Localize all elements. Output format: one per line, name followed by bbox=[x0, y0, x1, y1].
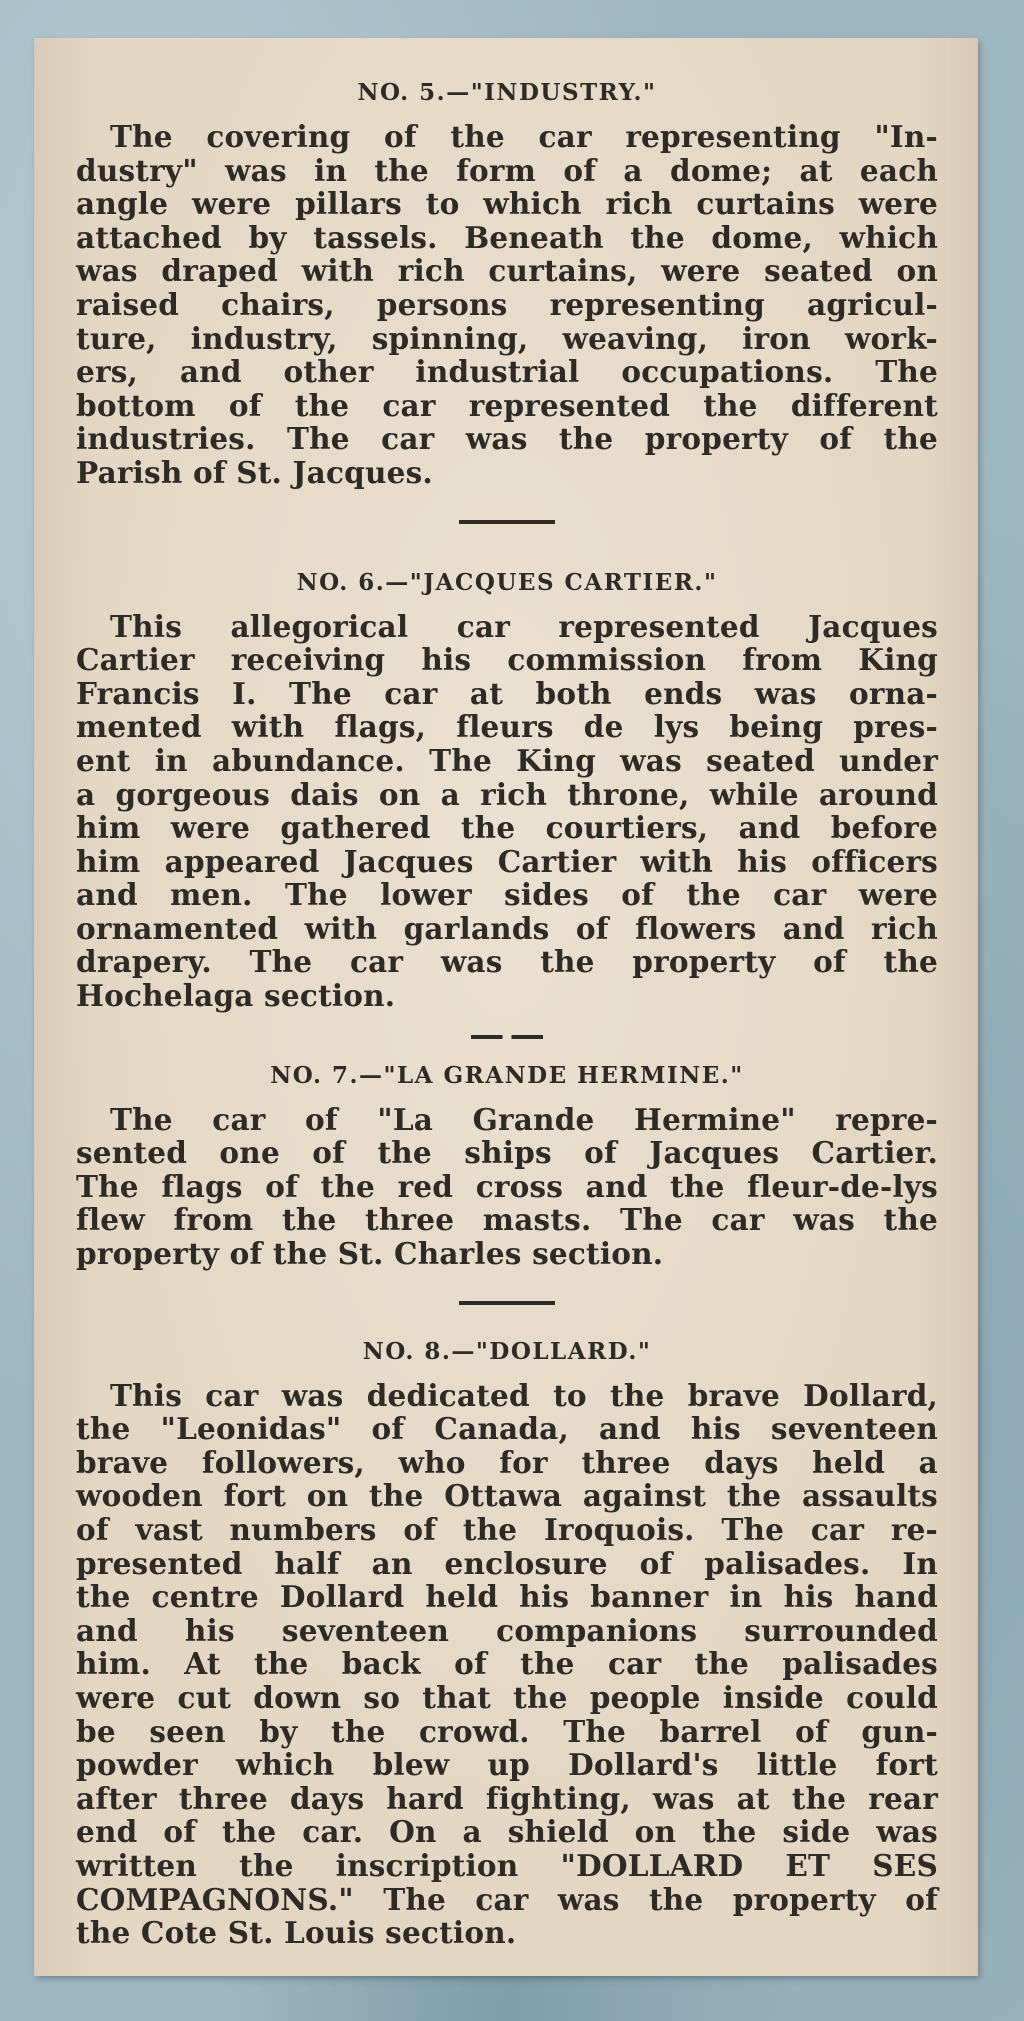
text-line: The covering of the car representing "In- bbox=[110, 119, 938, 154]
text-line: the Cote St. Louis section. bbox=[76, 1915, 517, 1951]
section-divider bbox=[459, 520, 555, 524]
text-line: ent in abundance. The King was seated under bbox=[76, 742, 938, 778]
section-body bbox=[76, 610, 938, 1013]
text-line: mented with flags, fleurs de lys being pres- bbox=[76, 709, 938, 745]
text-line: written the inscription "DOLLARD ET SES bbox=[76, 1847, 938, 1883]
section-heading: NO. 7.—"LA GRANDE HERMINE." bbox=[270, 1061, 744, 1089]
text-line: him were gathered the courtiers, and before bbox=[76, 810, 938, 846]
text-line: of vast numbers of the Iroquois. The car re- bbox=[76, 1512, 938, 1547]
text-line: bottom of the car represented the different bbox=[76, 387, 938, 423]
text-line: ers, and other industrial occupations. The bbox=[76, 354, 938, 390]
text-line: drapery. The car was the property of the bbox=[76, 944, 938, 980]
section-la-grande-hermine bbox=[76, 1059, 938, 1305]
section-industry bbox=[76, 76, 938, 524]
text-line: ture, industry, spinning, weaving, iron work- bbox=[76, 320, 938, 356]
text-line: presented half an enclosure of palisades. In bbox=[76, 1545, 938, 1581]
text-line: wooden fort on the Ottawa against the assaults bbox=[76, 1478, 938, 1514]
text-line: Cartier receiving his commission from King bbox=[76, 642, 938, 678]
section-body bbox=[76, 120, 938, 490]
text-line: angle were pillars to which rich curtains were bbox=[76, 186, 938, 222]
section-heading: NO. 6.—"JACQUES CARTIER." bbox=[296, 568, 718, 596]
section-heading: NO. 5.—"INDUSTRY." bbox=[357, 79, 657, 106]
text-line: end of the car. On a shield on the side was bbox=[76, 1814, 938, 1850]
text-line: was draped with rich curtains, were seated on bbox=[76, 253, 938, 289]
text-line: flew from the three masts. The car was the bbox=[76, 1202, 938, 1238]
section-heading: NO. 8.—"DOLLARD." bbox=[362, 1337, 652, 1365]
text-line: This car was dedicated to the brave Dollard, bbox=[110, 1377, 938, 1413]
text-line: brave followers, who for three days held a bbox=[76, 1444, 938, 1480]
text-line: attached by tassels. Beneath the dome, which bbox=[76, 219, 938, 255]
section-divider bbox=[471, 1035, 543, 1039]
section-body bbox=[76, 1379, 938, 1950]
newspaper-clipping bbox=[34, 38, 978, 1976]
text-line: The flags of the red cross and the fleur-de-lys bbox=[76, 1168, 938, 1204]
section-divider bbox=[459, 1301, 555, 1305]
text-line: Francis I. The car at both ends was orna- bbox=[76, 675, 938, 711]
text-line: Parish of St. Jacques. bbox=[76, 454, 433, 490]
text-line: after three days hard fighting, was at the rear bbox=[76, 1780, 938, 1816]
text-line: The car of "La Grande Hermine" repre- bbox=[110, 1101, 938, 1137]
text-line: and his seventeen companions surrounded bbox=[76, 1612, 938, 1648]
text-line: and men. The lower sides of the car were bbox=[76, 877, 938, 913]
text-line: Hochelaga section. bbox=[76, 978, 396, 1014]
text-line: him appeared Jacques Cartier with his officers bbox=[76, 843, 938, 879]
text-line: powder which blew up Dollard's little fort bbox=[76, 1747, 938, 1783]
text-line: dustry" was in the form of a dome; at each bbox=[76, 152, 938, 188]
text-line: industries. The car was the property of the bbox=[76, 421, 938, 457]
section-body bbox=[76, 1103, 938, 1271]
text-line: the centre Dollard held his banner in his hand bbox=[76, 1579, 938, 1615]
text-line: COMPAGNONS." The car was the property of bbox=[76, 1881, 938, 1917]
text-line: raised chairs, persons representing agricul- bbox=[76, 286, 938, 322]
text-line: property of the St. Charles section. bbox=[76, 1236, 664, 1272]
text-line: This allegorical car represented Jacques bbox=[110, 608, 938, 644]
text-line: ornamented with garlands of flowers and rich bbox=[76, 910, 938, 946]
text-line: were cut down so that the people inside could bbox=[76, 1679, 938, 1715]
section-dollard bbox=[76, 1335, 938, 1950]
text-line: the "Leonidas" of Canada, and his seventeen bbox=[76, 1411, 938, 1447]
text-line: him. At the back of the car the palisades bbox=[76, 1646, 938, 1682]
text-line: sented one of the ships of Jacques Cartier. bbox=[76, 1135, 938, 1171]
text-line: be seen by the crowd. The barrel of gun- bbox=[76, 1713, 938, 1749]
text-line: a gorgeous dais on a rich throne, while around bbox=[76, 776, 938, 812]
section-jacques-cartier bbox=[76, 566, 938, 1039]
